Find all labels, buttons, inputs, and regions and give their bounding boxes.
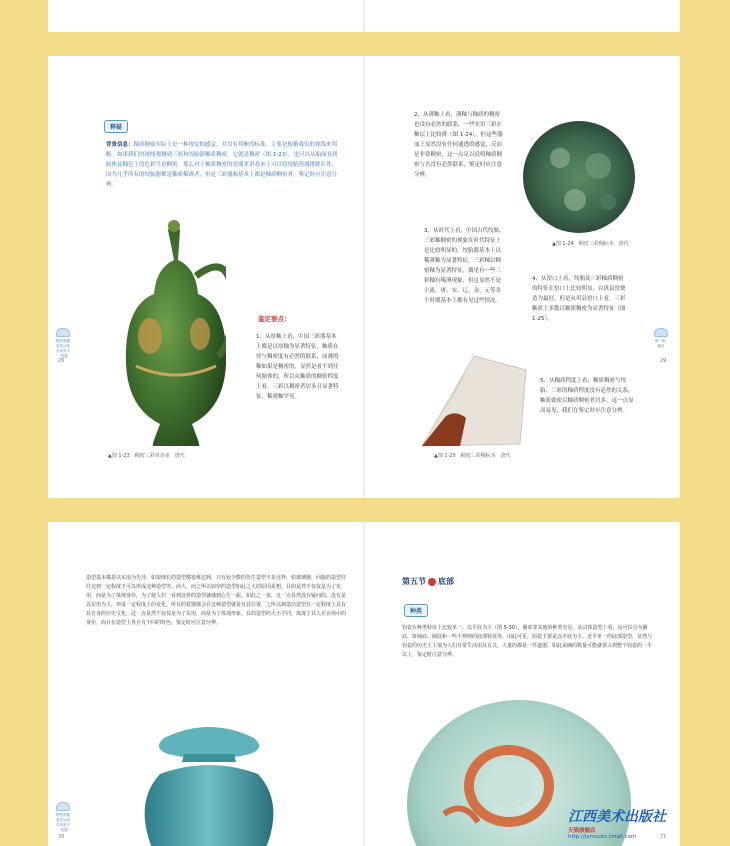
shard-photo bbox=[416, 352, 530, 448]
spread-1 bbox=[48, 56, 680, 498]
section-tag-explain: 释疑 bbox=[104, 120, 128, 133]
point-4: 4、从窑口上看，绞胎及三彩釉质稠密的特征在窑口上比较明显，以巩县窑烧造为最好，但是从巩县窑口上看，三彩釉质上多数以釉质稠密为显著特征（图 1-25）。 bbox=[532, 276, 626, 322]
publisher-name: 江西美术出版社 bbox=[568, 809, 666, 825]
point-3: 3、从时代上看，中国古代绞胎、三彩釉稠密的现象在时代特征上是比较明显的，绞胎器基本上以稀薄釉为显著特征，三彩釉以稠密釉为显著特征，偶见有一些三彩釉有稀薄现象，但这显然不是主流。唐、宋、辽、金、元等各个时期基本上都有见这些情况。 bbox=[424, 228, 505, 304]
caption-fig-1-23: ▲图 1-23 稠密三彩凤首壶 唐代 bbox=[108, 453, 185, 459]
previous-spread-edge bbox=[48, 0, 680, 32]
rosette-icon bbox=[56, 328, 70, 337]
page-number-left: 26 bbox=[58, 358, 65, 364]
page-number-right: 29 bbox=[660, 358, 667, 364]
glaze-closeup-photo bbox=[520, 118, 638, 236]
spread-gutter bbox=[363, 0, 365, 32]
spread-gutter bbox=[363, 522, 365, 846]
jun-jar-photo bbox=[134, 718, 284, 846]
background-text: 釉质稠密实际上是一种视觉的感觉，并没有判断的标准。主要是根据我们的视线来判断。如果我们的视线观测到三彩和绞胎器釉质稠密，它就是稠密（图 1-23），也可以从胎面看到胎体及釉色上的色彩当是稠密。那么对于釉质稠密的瓷器来讲基本上可以将绞胎瓷器排除在外，因为几乎所有的绞胎器都是釉质稀薄者，但是三彩器胎基本上都是釉质稠密者，鉴定时应注意分辨。 bbox=[106, 142, 338, 188]
caption-fig-1-25: ▲图 1-25 稠密三彩釉标本 唐代 bbox=[434, 453, 511, 459]
point-1: 1、从厚釉上看，中国三彩器基本上都是以厚釉为显著特征，釉质在厚与稠密度有必然的联系，而薄的釉如果是稠密的，显然是看不到任何胎体的，所以从釉质的稠密程度上看，三彩以稠密者居多且显著特征，稀薄釉罕见。 bbox=[256, 334, 339, 400]
identify-heading: 鉴定要点： bbox=[258, 315, 291, 323]
spread-gutter bbox=[363, 56, 365, 498]
background-label: 背景信息： bbox=[106, 142, 134, 148]
right-body-paragraph: 钧瓷在种类特征上比较单一，以平底为主（图 5-30），圈底等其他的种类有见，从具体造型上看，这可以分为圈底、饼圈底、圈底和一些不规则的底部特征等，由此可见，钧瓷主要是以平底为主。近乎单一的底部造型，显然与钧瓷的历史上主要为人们日常生活用具有关，大量的都是一件遗器，如此说确的数量可能就要占到整个钧瓷的一半以上，鉴定时注意分辨。 bbox=[402, 625, 653, 658]
section-tag-types: 种类 bbox=[404, 604, 428, 617]
shop-url[interactable]: http://jxmscbs.tmall.com bbox=[568, 834, 637, 840]
side-tab-left-2: 陶瓷收藏鉴赏从新手到高手 · 瓷器 bbox=[56, 802, 70, 833]
caption-fig-1-24: ▲图 1-24 稠密三彩釉标本 唐代 bbox=[552, 241, 629, 247]
point-2: 2、从薄釉上看，薄釉与釉质的稠密也没有必然的联系，一些实用三彩在釉层上比较薄（图 1-24），但这些器皿上显然没有任何通透的感觉，反而是非常稠密，这一点足以说明釉质稠密与否没有必然联系，鉴定时应注意分辨。 bbox=[414, 112, 503, 178]
background-paragraph bbox=[106, 140, 342, 190]
shop-name: 天猫旗舰店 bbox=[568, 828, 596, 834]
side-tab-right: 第一章 · 釉质 bbox=[654, 328, 668, 349]
page-number-left-2: 70 bbox=[58, 834, 65, 840]
publisher-watermark bbox=[568, 806, 680, 846]
ewer-photo bbox=[116, 216, 226, 446]
page-number-right-2: 71 bbox=[660, 834, 667, 840]
spread-2 bbox=[48, 522, 680, 846]
rosette-icon bbox=[56, 802, 70, 811]
point-5: 5、从釉质程度上看，釉质稠密与绞胎、三彩的釉质程度没有必然的关系，釉质致密以釉质稠密者居多，这一点显而易见，我们在鉴定时应注意分辨。 bbox=[540, 378, 634, 414]
section-heading: 第五节 底部 bbox=[402, 577, 454, 586]
section-dot-icon bbox=[428, 578, 436, 586]
left-body-paragraph: 造型基本都是以实用为先导，如很细长的造型都很难达到，只有较少数的仿生造型不是这样，如玻璃器、回旋的造型往往达到一定程度才可以形成这种造型等。而大，而之所以钧窑的造型如此之大的原因是想，目的是然不仅仅是为了实用，而是为了体现身份，为了使人们一看到这样的造型就感到心生一振。如此之一说，这一点显然没有疑问的。没有是以实用为主，形成一定程度上的变化。所有的瓷器都会在这种造型就是有其位置，之所以制造出造型在一定程度上具有其自身的历史文化，这一点显然不仅仅是为了实用，而是为了体现形象。有的造型的大小不同，体现了其人在官场中的身份，而且在造型上各自有不同的特色。鉴定时应注意分辨。 bbox=[86, 575, 347, 626]
rosette-icon bbox=[654, 328, 668, 337]
side-tab-left: 陶瓷收藏鉴赏从新手到高手 · 瓷器 bbox=[56, 328, 70, 359]
